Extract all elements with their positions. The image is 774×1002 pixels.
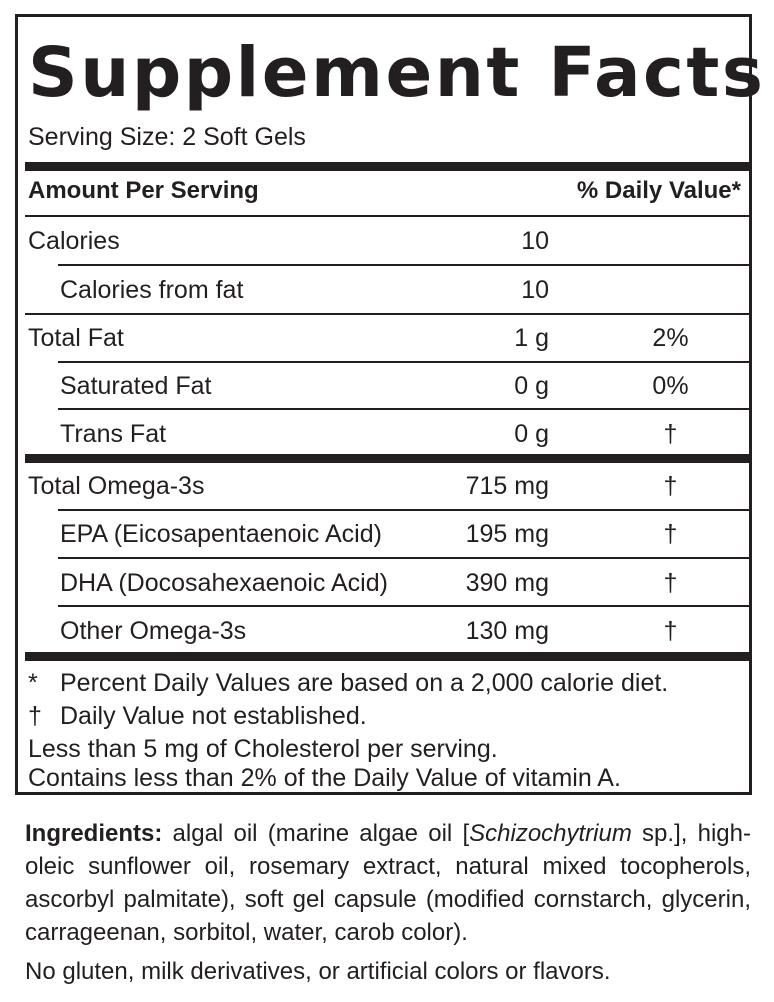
nutrient-name: Total Fat (28, 324, 124, 352)
nutrient-amount: 130 mg (465, 617, 549, 645)
nutrient-amount: 10 (521, 276, 549, 304)
nutrient-row-dha (18, 560, 749, 606)
nutrient-amount: 0 g (514, 372, 549, 400)
nutrient-name: Trans Fat (60, 420, 167, 448)
nutrient-name: Calories (28, 227, 120, 255)
serving-size: Serving Size: 2 Soft Gels (28, 123, 306, 151)
nutrient-row-epa (18, 511, 749, 557)
daily-value-header: % Daily Value* (576, 177, 741, 204)
nutrient-daily-value: † (663, 617, 678, 645)
nutrient-row-total-omega-3s (18, 463, 749, 509)
panel-title: Supplement Facts (28, 33, 766, 113)
allergen-note: No gluten, milk derivatives, or artificial colors or flavors. (25, 958, 611, 985)
nutrient-name: Total Omega-3s (28, 472, 205, 500)
nutrient-row-other-omega-3s (18, 608, 749, 654)
nutrient-amount: 1 g (514, 324, 549, 352)
nutrient-amount: 195 mg (465, 520, 549, 548)
footnote-text: Daily Value not established. (60, 702, 367, 730)
nutrient-name: Other Omega-3s (60, 617, 247, 645)
divider-thick (25, 454, 749, 463)
nutrient-amount: 10 (521, 227, 549, 255)
dagger-symbol: † (28, 702, 42, 730)
footnote-text: Percent Daily Values are based on a 2,000 calorie diet. (60, 669, 669, 697)
nutrient-daily-value: † (663, 472, 678, 500)
divider (58, 264, 749, 266)
divider (58, 557, 749, 559)
nutrient-amount: 390 mg (465, 569, 549, 597)
divider-thick (25, 162, 749, 171)
nutrient-row-saturated-fat (18, 363, 749, 409)
nutrient-row-trans-fat (18, 411, 749, 457)
species-name: Schizochytrium (469, 820, 632, 847)
ingredients-label: Ingredients: (25, 820, 163, 847)
nutrient-row-total-fat (18, 315, 749, 361)
nutrient-name: Saturated Fat (60, 372, 212, 400)
amount-per-serving-header: Amount Per Serving (28, 177, 259, 204)
nutrient-name: EPA (Eicosapentaenoic Acid) (60, 520, 382, 548)
footnote-cholesterol: Less than 5 mg of Cholesterol per serving. (28, 735, 498, 763)
divider (58, 605, 749, 607)
supplement-facts-panel (15, 14, 766, 795)
nutrient-row-calories (18, 218, 749, 264)
nutrient-daily-value: 0% (652, 372, 689, 400)
divider-thick (25, 652, 749, 661)
nutrient-row-calories-from-fat (18, 267, 749, 313)
nutrient-name: DHA (Docosahexaenoic Acid) (60, 569, 388, 597)
nutrient-name: Calories from fat (60, 276, 244, 304)
nutrient-daily-value: † (663, 520, 678, 548)
divider (25, 215, 749, 217)
nutrient-amount: 715 mg (465, 472, 549, 500)
asterisk-symbol: * (28, 669, 38, 697)
footnote-not-established (28, 700, 367, 733)
ingredients-text: algal oil (marine algae oil [ (162, 820, 470, 847)
footnote-daily-values (28, 667, 668, 700)
ingredients-text-continued: sp.], high-oleic sunflower oil, rosemary extract, natural mixed tocopherols, ascorbyl palmitate), soft gel capsule (modified cornstarch, glycerin, carrageenan, sorbitol, water, carob color). (25, 820, 751, 946)
divider (58, 408, 749, 410)
nutrient-daily-value: 2% (652, 324, 689, 352)
nutrient-daily-value: † (663, 420, 678, 448)
footnote-vitamin-a: Contains less than 2% of the Daily Value of vitamin A. (28, 764, 621, 792)
nutrient-daily-value: † (663, 569, 678, 597)
nutrient-amount: 0 g (514, 420, 549, 448)
ingredients-statement (25, 817, 751, 949)
